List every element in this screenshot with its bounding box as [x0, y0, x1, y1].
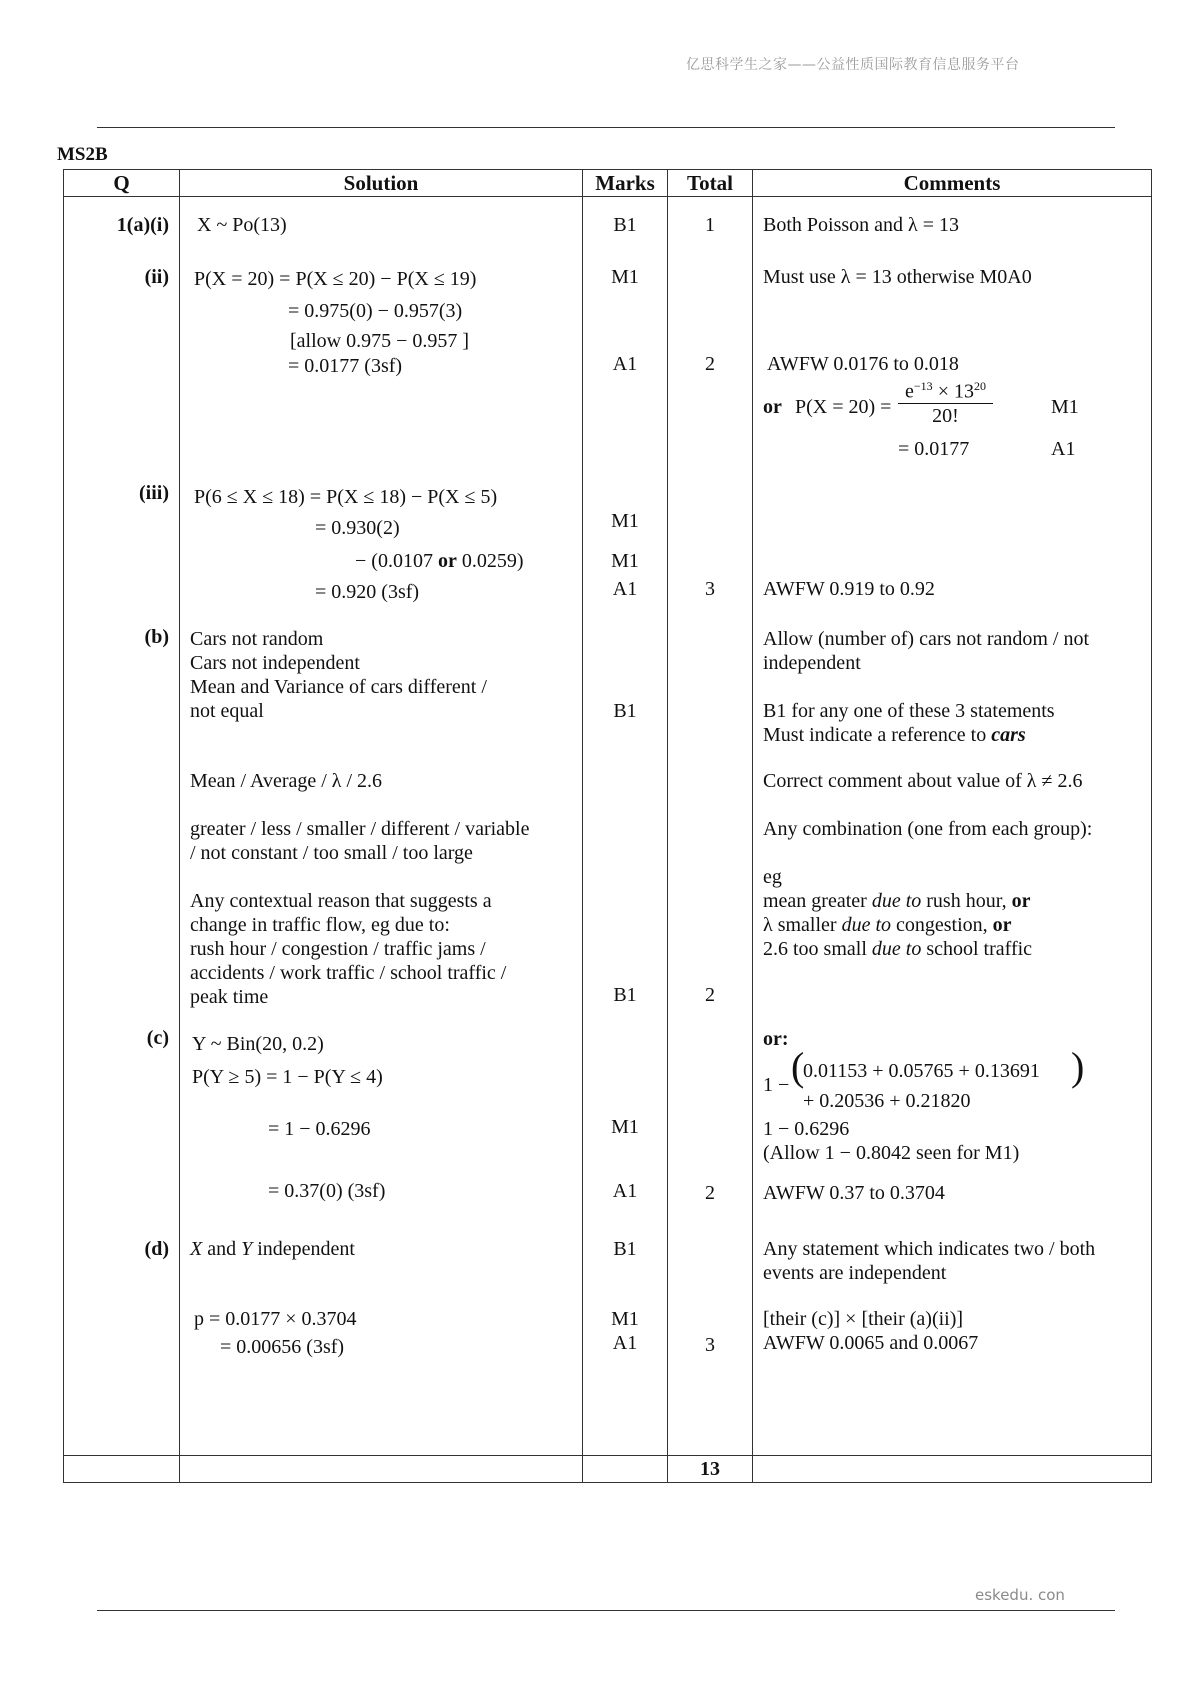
bottom-rule	[97, 1610, 1115, 1611]
mark-1d-m1: M1	[611, 1308, 639, 1330]
solution-1b-line4: not equal	[190, 700, 264, 722]
comment-1c-one-minus: 1 −	[763, 1074, 790, 1096]
solution-1aiii-line3: − (0.0107 or 0.0259)	[355, 550, 524, 572]
solution-1d-line1: X and Y independent	[190, 1238, 355, 1260]
solution-1aii-line4: = 0.0177 (3sf)	[288, 355, 403, 377]
solution-1b-line11: accidents / work traffic / school traffic /	[190, 962, 507, 984]
solution-1b-line1: Cars not random	[190, 628, 324, 650]
total-1d: 3	[705, 1334, 715, 1356]
comment-1c-line3: 1 − 0.6296	[763, 1118, 850, 1140]
solution-1b-line6: greater / less / smaller / different / variable	[190, 818, 530, 840]
table-header-row	[64, 170, 1152, 197]
solution-1b-line8: Any contextual reason that suggests a	[190, 890, 492, 912]
comment-1b-line1: Allow (number of) cars not random / not	[763, 628, 1090, 650]
right-paren-icon: )	[1071, 1044, 1085, 1089]
comment-1b-line4: Must indicate a reference to cars	[763, 724, 1026, 746]
total-column	[668, 197, 753, 1456]
table-body-row	[64, 197, 1152, 1456]
solution-column	[180, 197, 583, 1456]
comment-1ai: Both Poisson and λ = 13	[763, 214, 959, 236]
solution-1b-line7: / not constant / too small / too large	[190, 842, 473, 864]
q-label-1d: (d)	[144, 1238, 169, 1260]
top-rule	[97, 127, 1115, 128]
comment-1c-line5: AWFW 0.37 to 0.3704	[763, 1182, 945, 1204]
comment-1d-line3: [their (c)] × [their (a)(ii)]	[763, 1308, 964, 1330]
solution-1aii-line2: = 0.975(0) − 0.957(3)	[288, 300, 463, 322]
grand-total: 13	[668, 1456, 753, 1483]
comment-1c-sum-line2: + 0.20536 + 0.21820	[803, 1090, 971, 1112]
solution-1aiii-line4: = 0.920 (3sf)	[315, 581, 420, 603]
q-label-1aii: (ii)	[144, 266, 169, 288]
mark-1b-b1a: B1	[613, 700, 637, 722]
solution-1c-line3: = 1 − 0.6296	[268, 1118, 371, 1140]
mark-1c-m1: M1	[611, 1116, 639, 1138]
comment-1b-line7: eg	[763, 866, 782, 888]
mark-scheme-table	[63, 169, 1152, 1483]
mark-1aiii-a1: A1	[612, 578, 638, 600]
mark-1d-b1: B1	[613, 1238, 637, 1260]
total-1aiii: 3	[705, 578, 715, 600]
comment-1b-line3: B1 for any one of these 3 statements	[763, 700, 1055, 722]
q-label-1ai: 1(a)(i)	[116, 214, 169, 236]
comment-1aii-line2: AWFW 0.0176 to 0.018	[767, 353, 959, 375]
total-1c: 2	[705, 1182, 715, 1204]
q-label-1aiii: (iii)	[139, 482, 169, 504]
total-row-comments	[753, 1456, 1152, 1483]
comment-1b-line2: independent	[763, 652, 861, 674]
comment-1aiii: AWFW 0.919 to 0.92	[763, 578, 935, 600]
document-code: MS2B	[57, 144, 108, 165]
mark-1aii-m1: M1	[611, 266, 639, 288]
comment-1b-line6: Any combination (one from each group):	[763, 818, 1093, 840]
comment-1b-line8: mean greater due to rush hour, or	[763, 890, 1031, 912]
comment-1c-line4: (Allow 1 − 0.8042 seen for M1)	[763, 1142, 1020, 1164]
solution-1d-line2: p = 0.0177 × 0.3704	[194, 1308, 357, 1330]
solution-1aii-line3: [allow 0.975 − 0.957 ]	[290, 330, 470, 352]
comment-1b-line5: Correct comment about value of λ ≠ 2.6	[763, 770, 1083, 792]
solution-1b-line10: rush hour / congestion / traffic jams /	[190, 938, 486, 960]
solution-1aiii-line1: P(6 ≤ X ≤ 18) = P(X ≤ 18) − P(X ≤ 5)	[194, 486, 498, 508]
total-1aii: 2	[705, 353, 715, 375]
comment-1d-line4: AWFW 0.0065 and 0.0067	[763, 1332, 979, 1354]
solution-1b-line5: Mean / Average / λ / 2.6	[190, 770, 383, 792]
left-paren-icon: (	[791, 1044, 805, 1089]
mark-1c-a1: A1	[612, 1180, 638, 1202]
q-label-1c: (c)	[146, 1027, 169, 1049]
q-label-1b: (b)	[144, 626, 169, 648]
footer-site: eskedu. con	[975, 1586, 1065, 1604]
mark-1d-a1: A1	[612, 1332, 638, 1354]
q-column	[64, 197, 180, 1456]
comment-1aii-alt-result: = 0.0177	[898, 438, 970, 460]
fraction-denominator: 20!	[932, 404, 959, 427]
comment-1b-line9: λ smaller due to congestion, or	[763, 914, 1012, 936]
comment-1aii-line1: Must use λ = 13 otherwise M0A0	[763, 266, 1032, 288]
solution-1c-line1: Y ~ Bin(20, 0.2)	[192, 1033, 324, 1055]
mark-1aii-a1: A1	[612, 353, 638, 375]
header-q: Q	[64, 170, 180, 197]
total-row-solution	[180, 1456, 583, 1483]
mark-1b-b1b: B1	[613, 984, 637, 1006]
solution-1c-line2: P(Y ≥ 5) = 1 − P(Y ≤ 4)	[192, 1066, 383, 1088]
solution-1c-line4: = 0.37(0) (3sf)	[268, 1180, 386, 1202]
comment-1aii-alt-a1: A1	[1051, 438, 1076, 460]
fraction-numerator: $e^{-13} \times 13^{20}$	[898, 375, 993, 404]
comment-1aii-fraction	[898, 375, 993, 428]
mark-1aiii-m1a: M1	[611, 510, 639, 532]
header-solution: Solution	[180, 170, 583, 197]
comment-1b-line10: 2.6 too small due to school traffic	[763, 938, 1033, 960]
header-watermark: 亿思科学生之家——公益性质国际教育信息服务平台	[686, 57, 1020, 73]
solution-1b-line12: peak time	[190, 986, 269, 1008]
mark-1aiii-m1b: M1	[611, 550, 639, 572]
solution-1b-line2: Cars not independent	[190, 652, 360, 674]
solution-1aiii-line2: = 0.930(2)	[315, 517, 400, 539]
solution-1ai: X ~ Po(13)	[197, 214, 287, 236]
header-total: Total	[668, 170, 753, 197]
mark-1ai: B1	[613, 214, 637, 236]
solution-1d-line3: = 0.00656 (3sf)	[220, 1336, 345, 1358]
solution-1aii-line1: P(X = 20) = P(X ≤ 20) − P(X ≤ 19)	[194, 268, 477, 290]
total-row-marks	[583, 1456, 668, 1483]
comment-1c-or: or:	[763, 1028, 789, 1050]
comment-1aii-alt-lhs: P(X = 20) =	[795, 396, 892, 418]
solution-1b-line3: Mean and Variance of cars different /	[190, 676, 487, 698]
total-row-q	[64, 1456, 180, 1483]
header-marks: Marks	[583, 170, 668, 197]
total-1b: 2	[705, 984, 715, 1006]
grand-total-row	[64, 1456, 1152, 1483]
comment-1aii-or: or	[763, 396, 782, 418]
comment-1d-line1: Any statement which indicates two / both	[763, 1238, 1096, 1260]
total-1ai: 1	[705, 214, 715, 236]
comment-1c-sum-line1: 0.01153 + 0.05765 + 0.13691	[803, 1060, 1040, 1082]
marks-column	[583, 197, 668, 1456]
comment-1aii-alt-m1: M1	[1051, 396, 1079, 418]
comments-column	[753, 197, 1152, 1456]
solution-1b-line9: change in traffic flow, eg due to:	[190, 914, 450, 936]
header-comments: Comments	[753, 170, 1152, 197]
comment-1d-line2: events are independent	[763, 1262, 947, 1284]
